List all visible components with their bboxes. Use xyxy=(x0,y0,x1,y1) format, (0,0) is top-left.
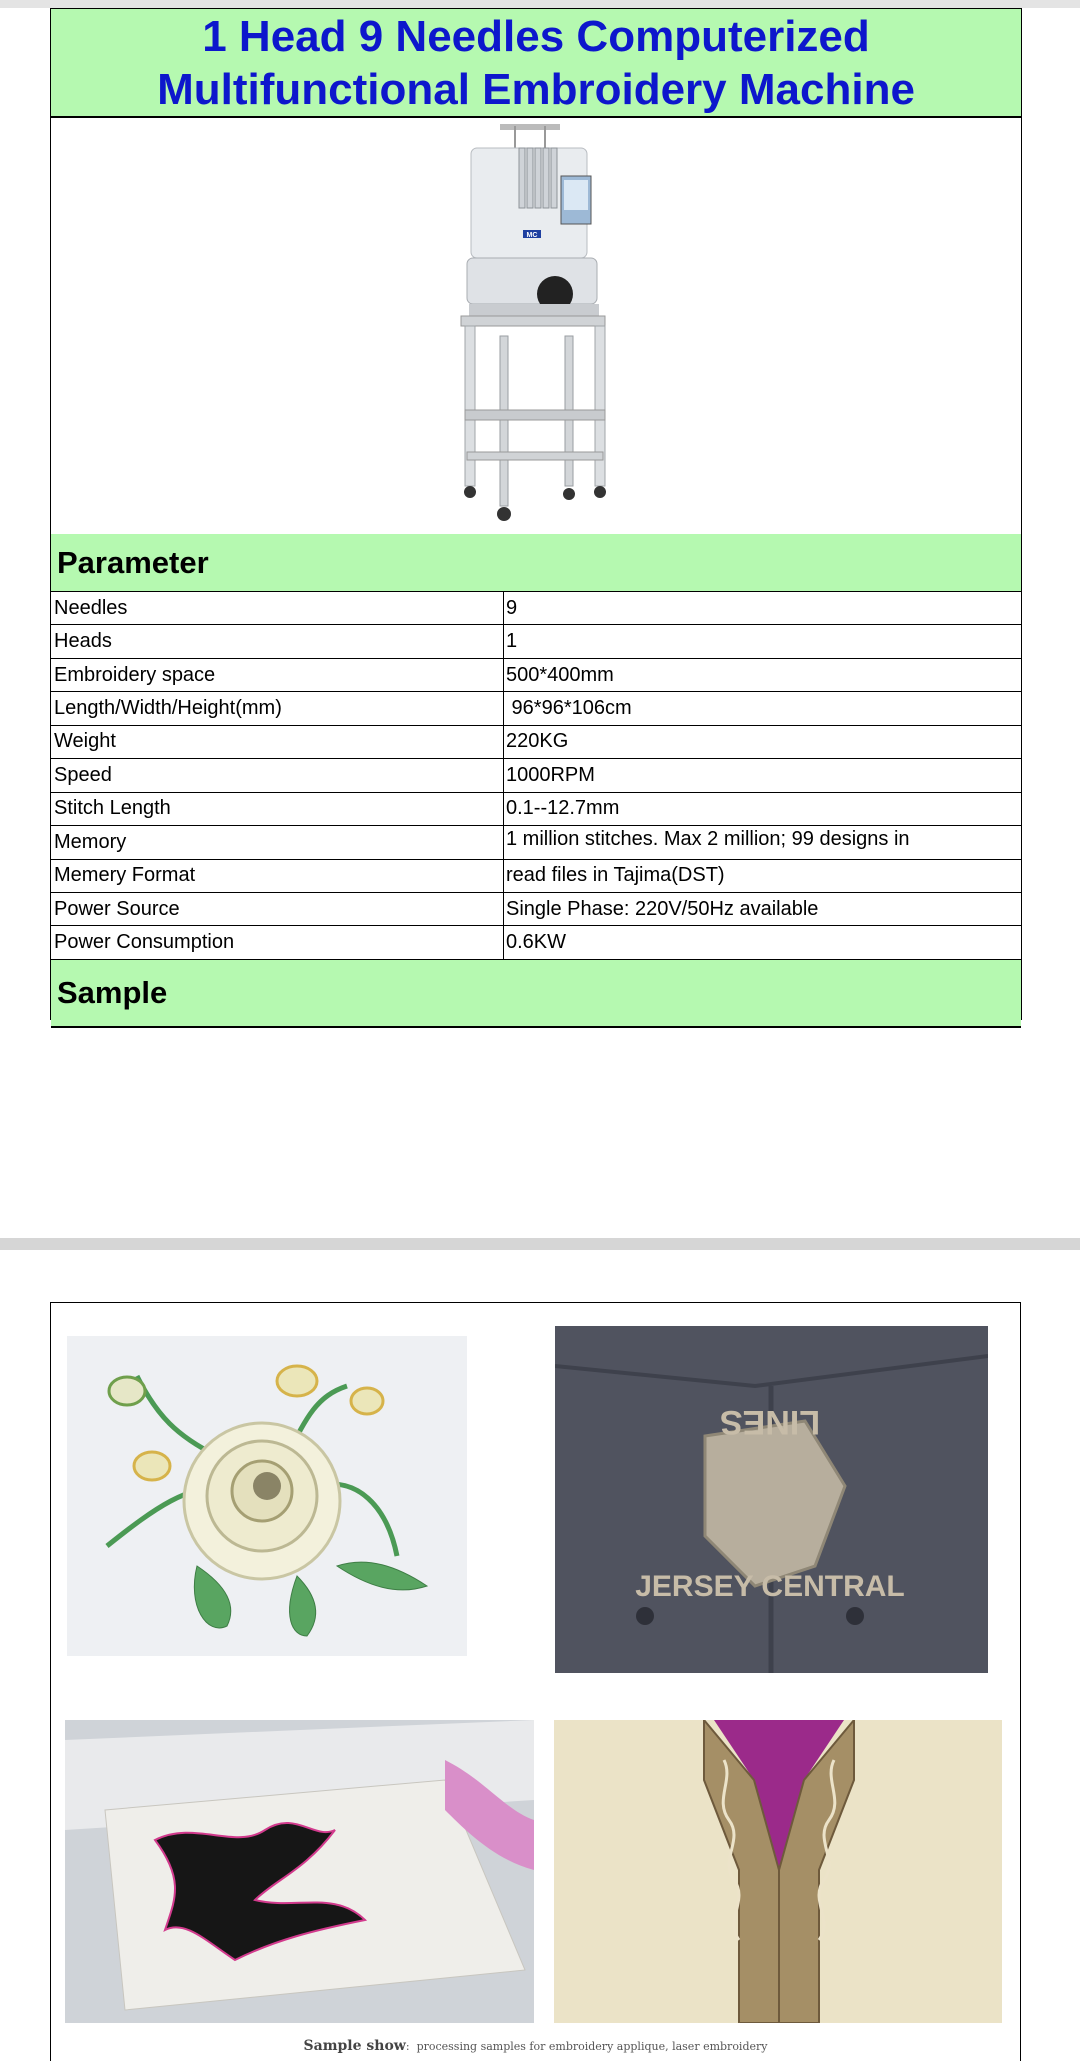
param-value: 1000RPM xyxy=(506,763,595,786)
sample-heading: Sample xyxy=(51,960,1021,1028)
sample-caption: Sample show: processing samples for embroidery applique, laser embroidery xyxy=(303,2038,768,2054)
param-label: Power Consumption xyxy=(51,926,504,958)
title-line-1: 1 Head 9 Needles Computerized xyxy=(202,11,870,61)
table-row xyxy=(51,926,1021,959)
cap-text-bottom: JERSEY CENTRAL xyxy=(635,1570,905,1603)
param-label: Stitch Length xyxy=(51,793,504,825)
param-value: 1 xyxy=(506,630,518,653)
table-row xyxy=(51,726,1021,759)
parameter-heading: Parameter xyxy=(51,534,1021,592)
table-row xyxy=(51,625,1021,658)
sample-photo-robe xyxy=(554,1720,1002,2023)
table-row xyxy=(51,592,1021,625)
caption-text: processing samples for embroidery applique, laser embroidery xyxy=(416,2040,768,2053)
param-label: Embroidery space xyxy=(51,659,504,691)
param-value: 220KG xyxy=(506,730,569,753)
sample-photo-cap xyxy=(555,1326,988,1673)
param-value: Single Phase: 220V/50Hz available xyxy=(506,897,819,920)
param-value: 96*96*106cm xyxy=(506,697,632,720)
embroidery-machine-image xyxy=(445,122,625,527)
param-label: Memery Format xyxy=(51,860,504,892)
param-value: 0.1--12.7mm xyxy=(506,797,620,820)
param-label: Speed xyxy=(51,759,504,791)
param-label: Heads xyxy=(51,625,504,657)
table-row xyxy=(51,659,1021,692)
param-label: Needles xyxy=(51,592,504,624)
title-line-2: Multifunctional Embroidery Machine xyxy=(157,64,915,114)
param-value: read files in Tajima(DST) xyxy=(506,864,725,887)
table-row xyxy=(51,860,1021,893)
table-row xyxy=(51,826,1021,859)
table-row xyxy=(51,759,1021,792)
sample-photo-applique xyxy=(65,1720,534,2023)
product-image-cell xyxy=(51,117,1021,535)
param-label: Power Source xyxy=(51,893,504,925)
caption-bold: Sample show xyxy=(303,2038,406,2054)
table-row xyxy=(51,793,1021,826)
sample-photo-flower xyxy=(67,1336,467,1656)
sample-page xyxy=(50,1302,1021,2061)
table-row xyxy=(51,893,1021,926)
spec-sheet-page xyxy=(50,8,1022,1020)
param-label: Weight xyxy=(51,726,504,758)
param-label: Length/Width/Height(mm) xyxy=(51,692,504,724)
param-value: 0.6KW xyxy=(506,931,567,954)
page-divider xyxy=(0,1238,1080,1250)
param-value: 1 million stitches. Max 2 million; 99 designs in xyxy=(506,828,910,851)
top-scroll-bar xyxy=(0,0,1080,8)
parameter-table xyxy=(51,592,1021,960)
param-label: Memory xyxy=(51,826,504,858)
param-value: 9 xyxy=(506,596,518,619)
param-value: 500*400mm xyxy=(506,663,614,686)
title-banner xyxy=(51,8,1021,118)
brand-logo-text: MC xyxy=(526,232,538,239)
table-row xyxy=(51,692,1021,725)
cap-text-top: LINES xyxy=(719,1403,821,1441)
